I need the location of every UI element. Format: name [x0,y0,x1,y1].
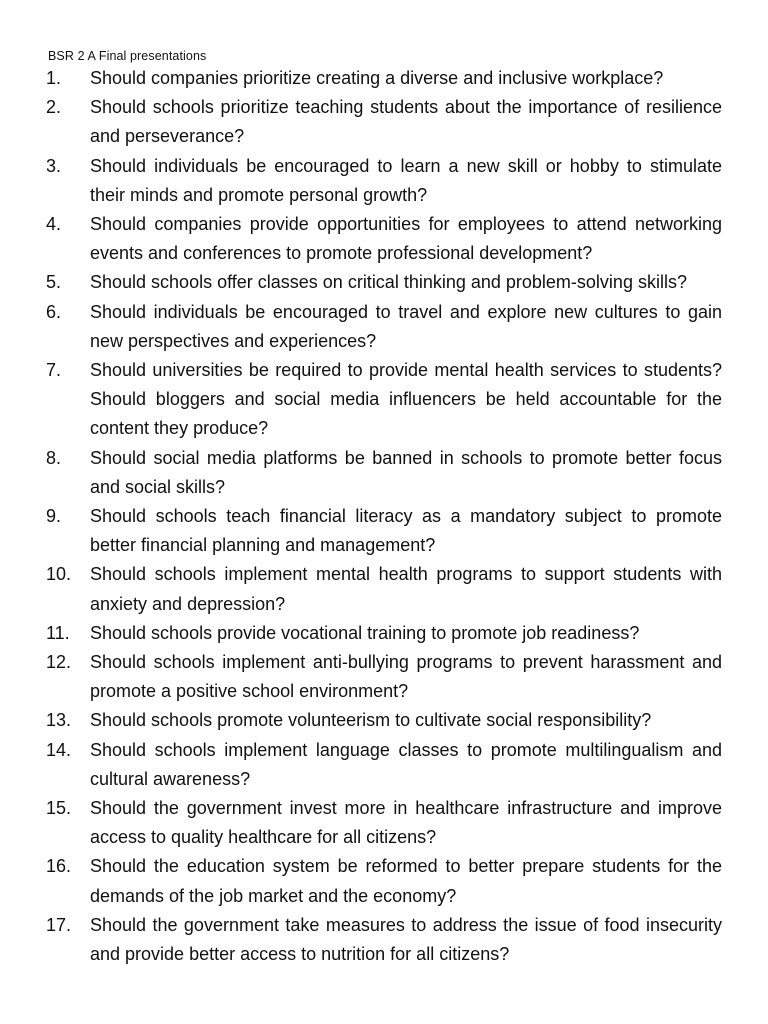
question-text: Should schools implement language classes to promote multilingualism and cultural awareness? [90,739,722,789]
question-item [46,268,722,297]
question-text: Should schools provide vocational training to promote job readiness? [90,622,640,643]
question-number: 5. [46,272,62,293]
question-text: Should the education system be reformed to better prepare students for the demands of the job market and the economy? [90,856,722,906]
question-item [46,210,722,268]
question-number: 13. [46,710,72,731]
question-number: 12. [46,652,72,673]
question-text: Should schools teach financial literacy as a mandatory subject to promote better financial planning and management? [90,506,722,556]
question-number: 17. [46,914,72,935]
question-item [46,298,722,356]
question-text: Should individuals be encouraged to learn a new skill or hobby to stimulate their minds and promote personal growth? [90,155,722,205]
question-number: 1. [46,68,62,88]
question-number: 10. [46,564,72,585]
question-item [46,736,722,794]
question-item [46,794,722,852]
question-number: 6. [46,301,62,322]
question-number: 9. [46,506,62,527]
question-item [46,64,722,93]
question-text: Should schools implement mental health programs to support students with anxiety and depression? [90,564,722,614]
question-item [46,911,722,969]
question-number: 4. [46,214,62,235]
question-number: 11. [46,622,70,643]
question-text: Should companies provide opportunities for employees to attend networking events and conferences to promote professional development? [90,214,722,264]
question-text: Should companies prioritize creating a diverse and inclusive workplace? [90,68,664,88]
question-text: Should the government take measures to address the issue of food insecurity and provide better access to nutrition for all citizens? [90,914,722,965]
question-text: Should schools prioritize teaching students about the importance of resilience and perseverance? [90,97,722,147]
question-text: Should universities be required to provide mental health services to students? Should bloggers and social media influencers be held accountable for the content they produce? [90,360,722,439]
question-item [46,560,722,618]
question-text: Should the government invest more in healthcare infrastructure and improve access to quality healthcare for all citizens? [90,798,722,848]
question-text: Should schools implement anti-bullying programs to prevent harassment and promote a positive school environment? [90,652,722,702]
question-item [46,648,722,706]
question-item [46,619,722,648]
question-item [46,706,722,735]
question-text: Should schools promote volunteerism to cultivate social responsibility? [90,710,652,731]
question-text: Should individuals be encouraged to travel and explore new cultures to gain new perspectives and experiences? [90,301,722,351]
question-number: 8. [46,447,62,468]
question-text: Should schools offer classes on critical thinking and problem-solving skills? [90,272,687,293]
question-number: 7. [46,360,62,381]
document-header: BSR 2 A Final presentations [48,49,207,63]
question-item [46,356,722,444]
question-item [46,152,722,210]
question-list [46,64,722,969]
question-number: 15. [46,798,72,819]
question-number: 3. [46,155,62,176]
question-item [46,502,722,560]
question-number: 14. [46,739,72,760]
question-number: 2. [46,97,62,118]
question-text: Should social media platforms be banned in schools to promote better focus and social skills? [90,447,722,497]
question-item [46,93,722,151]
question-item [46,444,722,502]
question-number: 16. [46,856,72,877]
question-item [46,852,722,910]
